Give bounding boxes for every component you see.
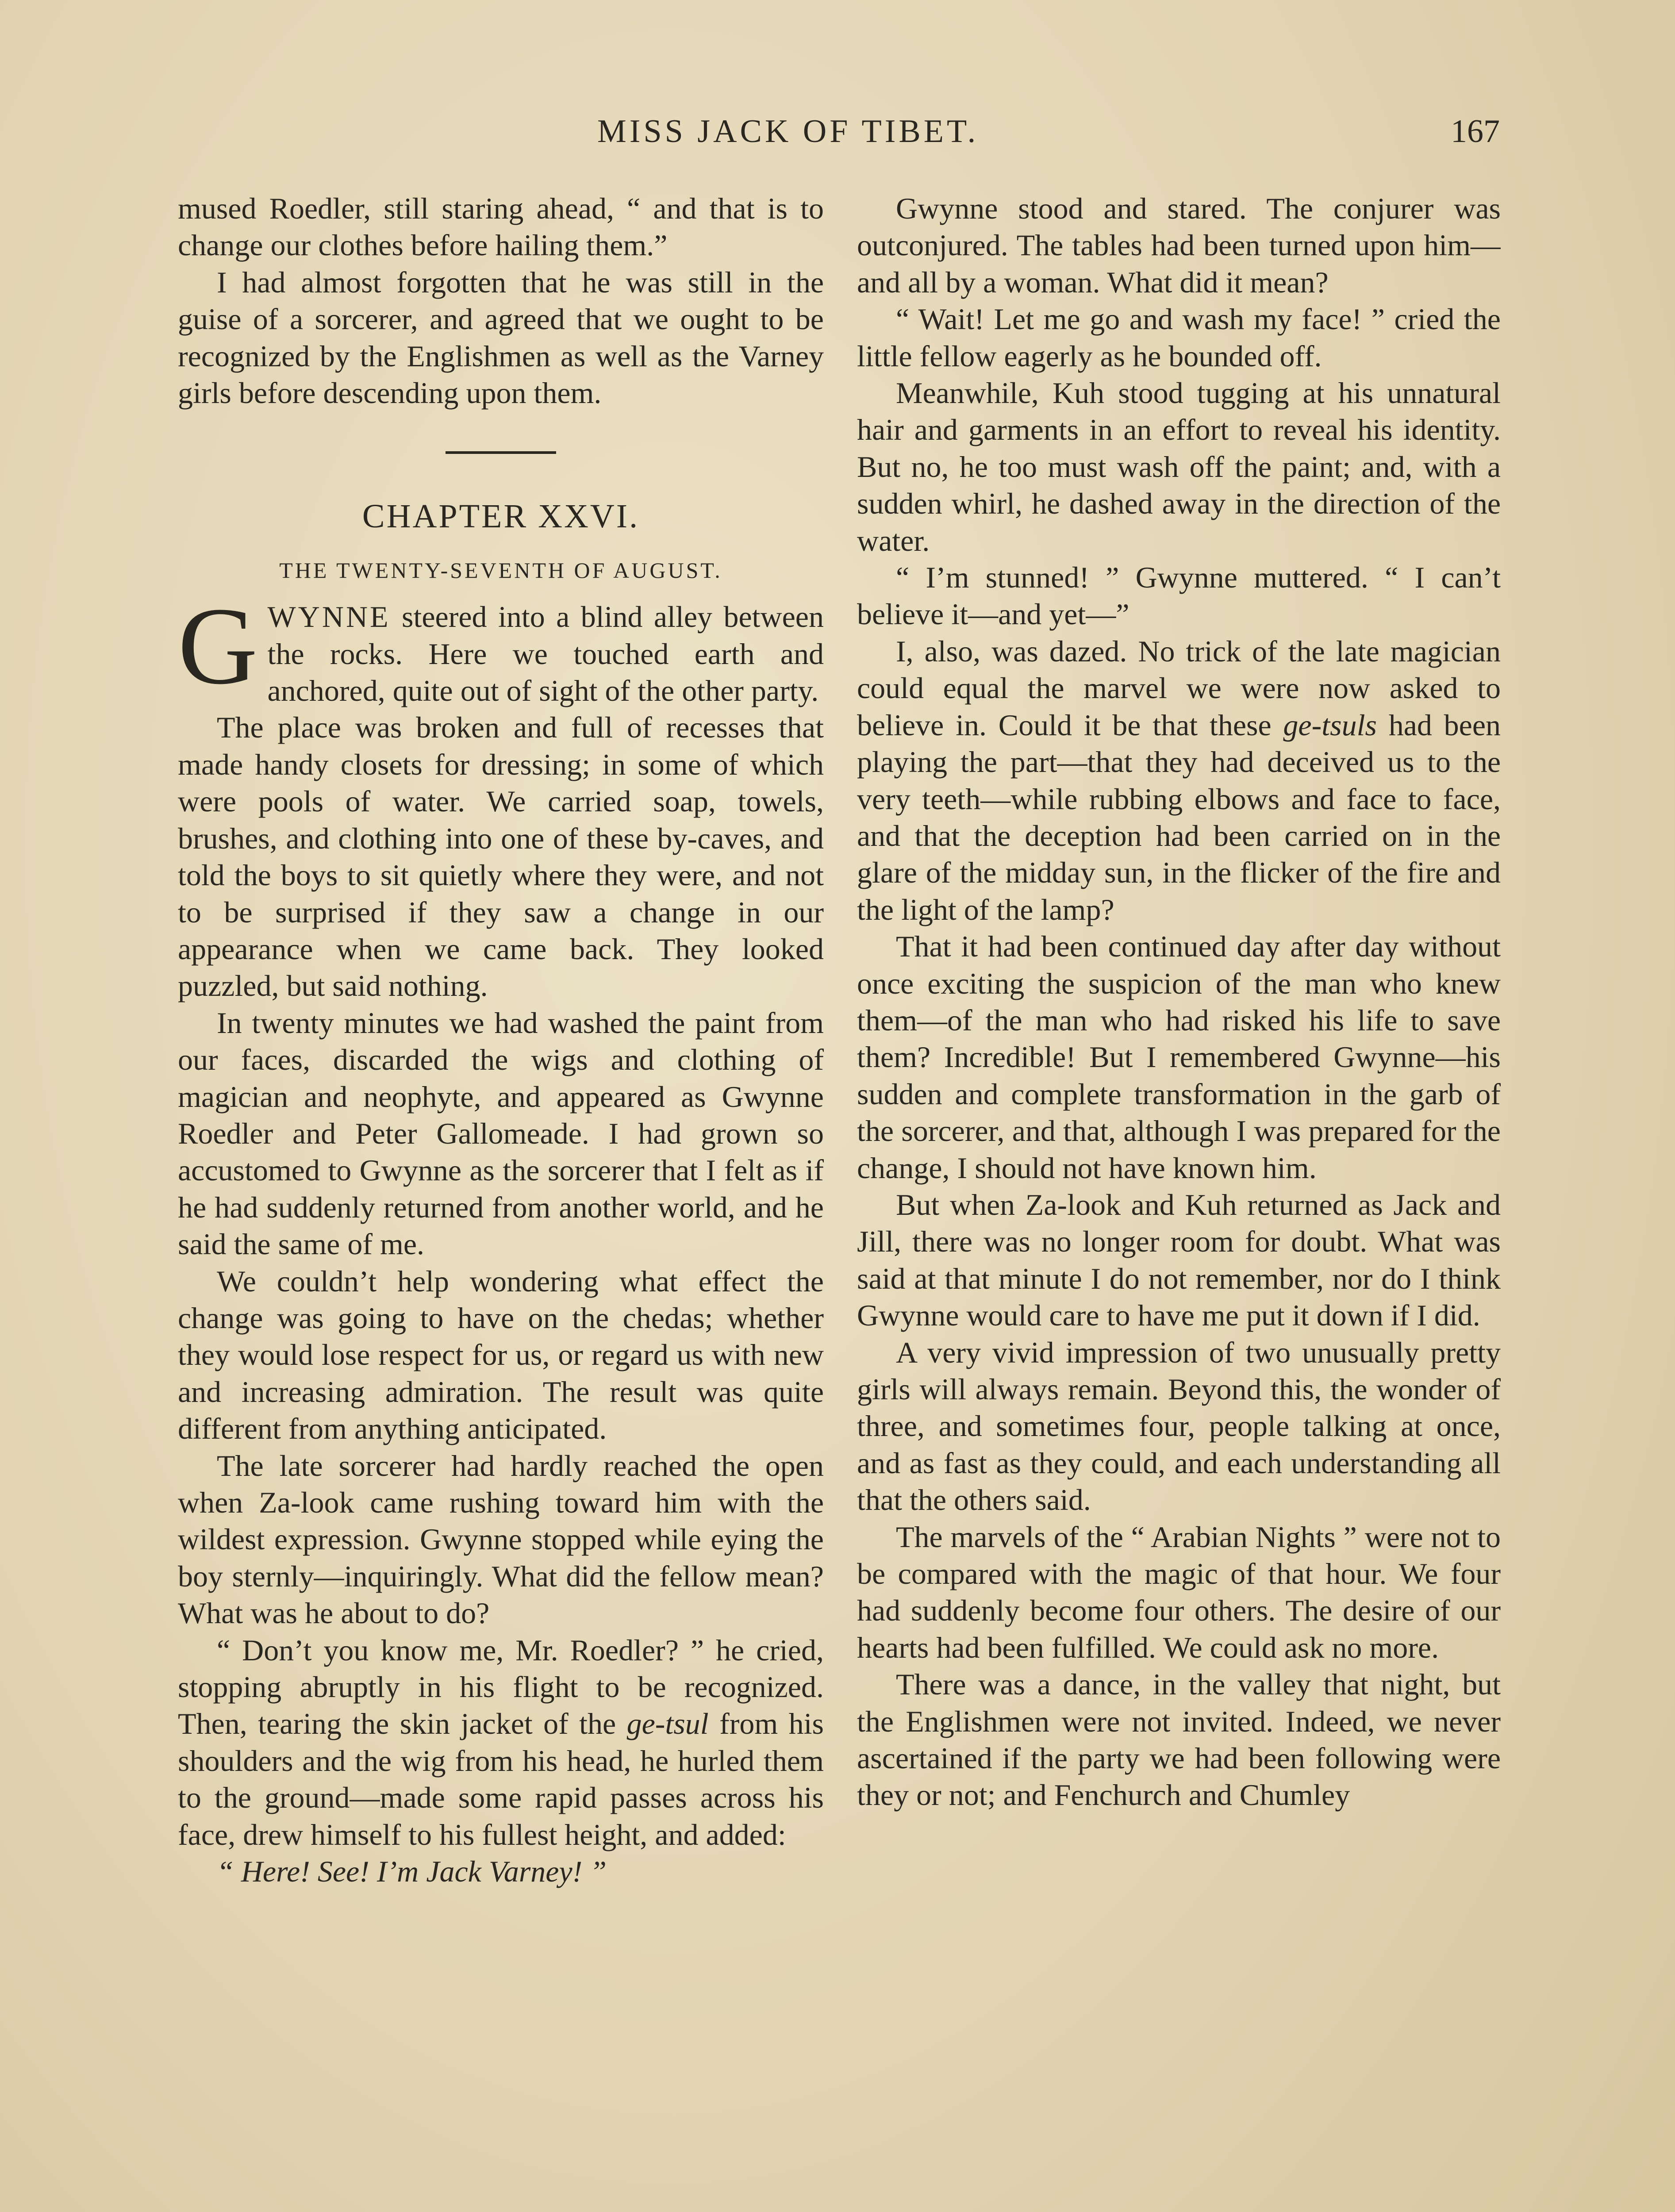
paragraph-text: “ Don’t you know me, Mr. Roedler? ” he cried, stopping abruptly in his flight to be recognized. Then, tearing the skin jacket of the [178, 1633, 824, 1741]
paragraph: A very vivid impression of two unusually pretty girls will always remain. Beyond this, the wonder of three, and sometimes four, people talking at once, and as fast as they could, and each understanding all that the others said. [857, 1335, 1501, 1517]
left-column [178, 190, 824, 2212]
paragraph: Meanwhile, Kuh stood tugging at his unnatural hair and garments in an effort to reveal his identity. But no, he too must wash off the paint; and, with a sudden whirl, he dashed away in the direction of the water. [857, 376, 1501, 557]
paragraph: We couldn’t help wondering what effect the change was going to have on the chedas; whether they would lose respect for us, or regard us with new and increasing admiration. The result was quite different from anything anticipated. [178, 1264, 824, 1446]
chapter-subtitle: THE TWENTY-SEVENTH OF AUGUST. [279, 557, 722, 583]
section-divider [446, 451, 556, 454]
paragraph: The place was broken and full of recesses that made handy closets for dressing; in some of which were pools of water. We carried soap, towels, brushes, and clothing into one of these by-caves, and told the boys to sit quietly where they were, and not to be surprised if they saw a change in our appearance when we came back. They looked puzzled, but said nothing. [178, 710, 824, 1003]
paragraph: The late sorcerer had hardly reached the open when Za-look came rushing toward him with the wildest expression. Gwynne stopped while eying the boy sternly—inquiringly. What did the fellow mean? What was he about to do? [178, 1448, 824, 1630]
italic-quote: “ Here! See! I’m Jack Varney! ” [217, 1855, 607, 1889]
paragraph: “ Wait! Let me go and wash my face! ” cried the little fellow eagerly as he bounded off. [857, 302, 1501, 373]
paragraph-text: from his shoulders and the wig from his head, he hurled them to the ground—made some rapid passes across his face, drew himself to his fullest height, and added: [178, 1707, 824, 1851]
paragraph-text: had been playing the part—that they had deceived us to the very teeth—while rubbing elbows and face to face, and that the deception had been carried on in the glare of the midday sun, in the flicker of the fire and the light of the lamp? [857, 708, 1501, 926]
italic-term: ge-tsuls [1283, 708, 1377, 742]
paragraph: mused Roedler, still staring ahead, “ and that is to change our clothes before hailing them.” [178, 192, 824, 262]
right-column [857, 190, 1501, 2212]
paragraph-text: I, also, was dazed. No trick of the late magician could equal the marvel we were now asked to believe in. Could it be that these [857, 634, 1501, 742]
paragraph: I had almost forgotten that he was still in the guise of a sorcerer, and agreed that we ought to be recognized by the Englishmen as well as the Varney girls before descending upon them. [178, 265, 824, 410]
opening-smallcaps: WYNNE [267, 600, 391, 634]
running-title: MISS JACK OF TIBET. [597, 113, 979, 150]
page-number: 167 [1451, 113, 1500, 150]
paragraph [857, 633, 1501, 928]
paragraph: That it had been continued day after day without once exciting the suspicion of the man who knew them—of the man who had risked his life to save them? Incredible! But I remembered Gwynne—his sudden and complete transformation in the garb of the sorcerer, and that, although I was prepared for the change, I should not have known him. [857, 929, 1501, 1185]
paragraph: The marvels of the “ Arabian Nights ” were not to be compared with the magic of that hour. We four had suddenly become four others. The desire of our hearts had been fulfilled. We could ask no more. [857, 1520, 1501, 1664]
chapter-title: CHAPTER XXVI. [362, 498, 640, 535]
paragraph: Gwynne stood and stared. The conjurer was outconjured. The tables had been turned upon him—and all by a woman. What did it mean? [857, 192, 1501, 299]
opening-paragraph [178, 585, 824, 709]
paragraph: “ I’m stunned! ” Gwynne muttered. “ I can’t believe it—and yet—” [857, 561, 1501, 631]
opening-text: steered into a blind alley between the rocks. Here we touched earth and anchored, quite out of sight of the other party. [267, 600, 824, 708]
italic-term: ge-tsul [626, 1707, 709, 1741]
paragraph: But when Za-look and Kuh returned as Jack and Jill, there was no longer room for doubt. What was said at that minute I do not remember, nor do I think Gwynne would care to have me put it down if I did. [857, 1187, 1501, 1333]
italic-paragraph [178, 1853, 824, 1890]
paragraph: There was a dance, in the valley that night, but the Englishmen were not invited. Indeed, we never ascertained if the party we had been following were they or not; and Fenchurch and Chumley [857, 1667, 1501, 1812]
paragraph: In twenty minutes we had washed the paint from our faces, discarded the wigs and clothing of magician and neophyte, and appeared as Gwynne Roedler and Peter Gallomeade. I had grown so accustomed to Gwynne as the sorcerer that I felt as if he had suddenly returned from another world, and he said the same of me. [178, 1006, 824, 1261]
paragraph [178, 1632, 824, 1853]
page-header [177, 113, 1500, 161]
drop-cap: G [178, 585, 258, 708]
